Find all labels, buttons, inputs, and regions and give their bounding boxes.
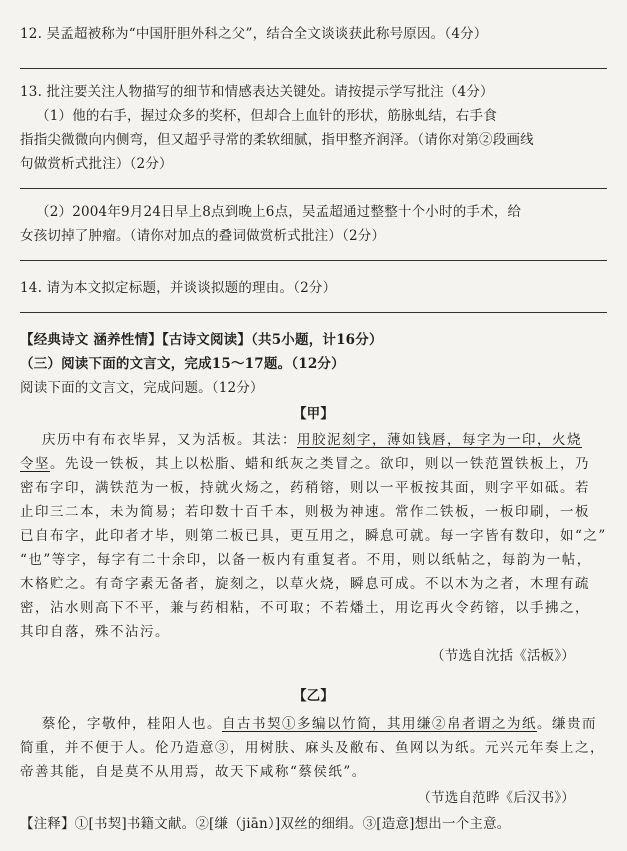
passage-jia-line: “也”等字，每字有二十余印，以备一板内有重复者。不用，则以纸帖之，每韵为一帖， [20,552,592,568]
passage-jia-line: 其印自落，殊不沾污。 [20,624,170,640]
annotation-notes: 【注释】①[书契]书籍文献。②[缣（jiān）]双丝的细绢。③[造意]想出一个主意。 [20,816,511,832]
answer-line [20,188,607,189]
passage-yi-line: 简重，并不便于人。伦乃造意③，用树肤、麻头及敝布、鱼网以为纸。元兴元年奏上之， [20,740,605,756]
passage-jia-line: 已自布字，此印者才毕，则第二板已具，更互用之，瞬息可就。每一字皆有数印，如“之” [20,528,607,544]
underlined-sentence: 自古书契①多编以竹简，其用缣②帛者谓之为纸 [222,716,537,732]
passage-text: 蔡伦，字敬仲，桂阳人也。 [42,716,222,732]
section-subheader: （三）阅读下面的文言文，完成15～17题。（12分） [20,356,345,372]
question-12: 12. 吴孟超被称为“中国肝胆外科之父”，结合全文谈谈获此称号原因。（4分） [20,26,488,42]
answer-line [20,260,607,261]
passage-text: 。缣贵而 [537,716,597,732]
passage-jia-line [20,452,590,472]
question-13-part1-line3: 句做赏析式批注）（2分） [20,156,173,172]
passage-yi-label: 【乙】 [292,688,335,704]
underlined-sentence: 令坚 [20,456,50,472]
passage-jia-line [42,428,582,448]
passage-text: 。先设一铁板，其上以松脂、蜡和纸灰之类冒之。欲印，则以一铁范置铁板上，乃 [50,456,590,472]
passage-jia-label: 【甲】 [292,406,335,422]
question-14: 14. 请为本文拟定标题，并谈谈拟题的理由。（2分） [20,280,337,296]
passage-text: 庆历中有布衣毕昇，又为活板。其法： [42,432,297,448]
question-13-part1-line2: 指指尖微微向内侧弯，但又超乎寻常的柔软细腻，指甲整齐润泽。（请你对第②段画线 [20,132,534,148]
question-13-part2: （2）2004年9月24日早上8点到晚上6点，吴孟超通过整整十个小时的手术，给 [36,204,522,220]
passage-yi-line: 帝善其能，自是莫不从用焉，故天下咸称“蔡侯纸”。 [20,764,367,780]
passage-yi-source: （节选自范晔《后汉书》） [417,790,575,806]
answer-line [20,312,607,313]
answer-line [20,68,607,69]
passage-jia-line: 密，沾水则高下不平，兼与药相粘，不可取；不若燔土，用讫再火令药镕，以手拂之， [20,600,590,616]
section-instruction: 阅读下面的文言文，完成问题。（12分） [20,380,264,396]
passage-jia-line: 密布字印，满铁范为一板，持就火炀之，药稍镕，则以一平板按其面，则字平如砥。若 [20,480,590,496]
passage-yi-line [42,712,597,732]
question-13-part1: （1）他的右手，握过众多的奖杯，但却合上血针的形状，筋脉虬结，右手食 [36,108,497,124]
question-13-title: 13. 批注要关注人物描写的细节和情感表达关键处。请按提示学写批注（4分） [20,84,494,100]
passage-jia-source: （节选自沈括《活板》） [431,648,575,664]
underlined-sentence: 用胶泥刻字，薄如钱唇，每字为一印，火烧 [297,432,582,448]
passage-jia-line: 止印三二本，未为简易；若印数十百千本，则极为神速。常作二铁板，一板印刷，一板 [20,504,590,520]
question-13-part2-line2: 女孩切掉了肿瘤。（请你对加点的叠词做赏析式批注）（2分） [20,228,386,244]
section-header: 【经典诗文 涵养性情】【古诗文阅读】（共5小题，计16分） [20,332,383,348]
passage-jia-line: 木格贮之。有奇字素无备者，旋刻之，以草火烧，瞬息可成。不以木为之者，木理有疏 [20,576,590,592]
